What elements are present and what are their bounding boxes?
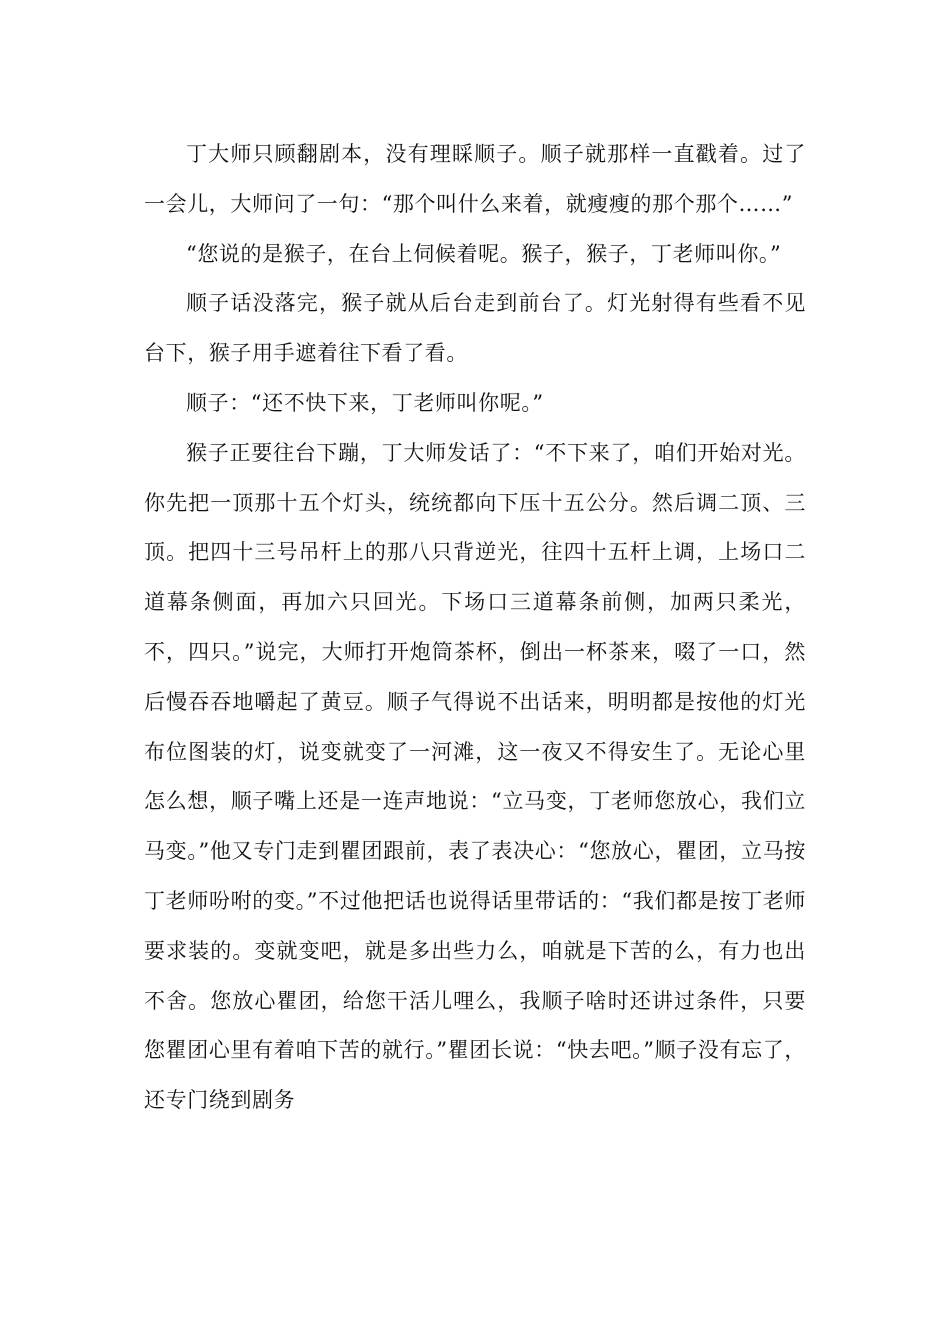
- paragraph-3: 顺子话没落完，猴子就从后台走到前台了。灯光射得有些看不见台下，猴子用手遮着往下看了看。: [144, 291, 806, 366]
- paragraph-4: 顺子：“还不快下来，丁老师叫你呢。”: [186, 390, 544, 415]
- paragraph-5: 猴子正要往台下蹦，丁大师发话了：“不下来了，咱们开始对光。你先把一顶那十五个灯头，统统都向下压十五公分。然后调二顶、三顶。把四十三号吊杆上的那八只背逆光，往四十五杆上调，上场口二道幕条侧面，再加六只回光。下场口三道幕条前侧，加两只柔光，不，四只。”说完，大师打开炮筒茶杯，倒出一杯茶来，啜了一口，然后慢吞吞地嚼起了黄豆。顺子气得说不出话来，明明都是按他的灯光布位图装的灯，说变就变了一河滩，这一夜又不得安生了。无论心里怎么想，顺子嘴上还是一连声地说：“立马变，丁老师您放心，我们立马变。”他又专门走到瞿团跟前，表了表决心：“您放心，瞿团，立马按丁老师吩咐的变。”不过他把话也说得话里带话的：“我们都是按丁老师要求装的。变就变吧，就是多出些力么，咱就是下苦的么，有力也出不舍。您放心瞿团，给您干活儿哩么，我顺子啥时还讲过条件，只要您瞿团心里有着咱下苦的就行。”瞿团长说：“快去吧。”顺子没有忘了，还专门绕到剧务: [144, 440, 806, 1113]
- paragraph-1: 丁大师只顾翻剧本，没有理睬顺子。顺子就那样一直戳着。过了一会儿，大师问了一句：“那个叫什么来着，就瘦瘦的那个那个……”: [144, 142, 806, 216]
- paragraph-2: “您说的是猴子，在台上伺候着呢。猴子，猴子，丁老师叫你。”: [186, 241, 782, 266]
- document-body: [144, 130, 806, 1126]
